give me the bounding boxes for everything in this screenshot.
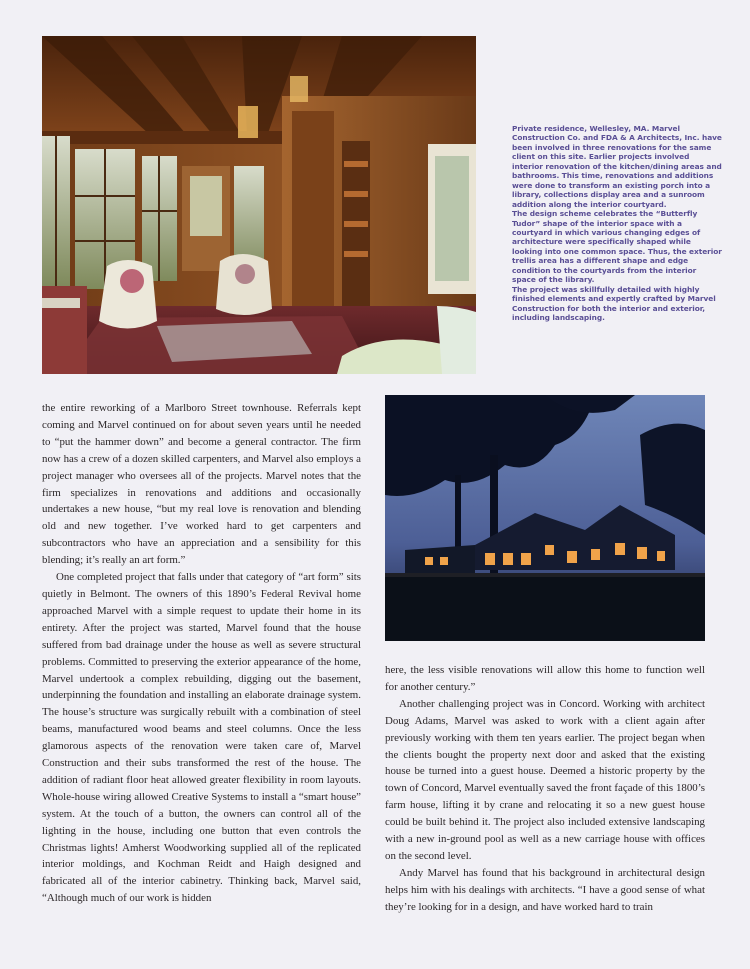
caption-paragraph: The design scheme celebrates the “Butterfly Tudor” shape of the interior space with a courtyard in which various changing edges of architecture were specifically shaped while looking into one common space. Thus, the exterior trellis area has a different shape and edge condition to the courtyards from the interior space of the library. [512, 209, 722, 285]
body-column-left [42, 400, 361, 907]
body-paragraph: One completed project that falls under that category of “art form” sits quietly in Belmont. The owners of this 1890’s Federal Revival home approached Marvel with a simple request to update their home in its entirety. After the project was started, Marvel found that the house suffered from bad drainage under the house as well as severe structural problems. Committed to preserving the exterior appearance of the home, Marvel undertook a complex rebuilding, digging out the basement, underpinning the foundation and installing an elaborate drainage system. The house’s structure was surgically rebuilt with a combination of steel beams, manufactured wood beams and steel columns. Once the less glamorous aspects of the renovation were taken care of, Marvel Construction and their subs transformed the rest of the house. The addition of radiant floor heat allowed greater flexibility in room layouts. Whole-house wiring allowed Creative Systems to install a “smart house” system. At the touch of a button, the owners can control all of the lighting in the house, including one button that even controls the Christmas lights! Amherst Woodworking supplied all of the replicated interior moldings, and Kochman Reidt and Haigh designed and fabricated all of the interior cabinetry. Thinking back, Marvel said, “Although much of our work is hidden [42, 571, 361, 905]
body-paragraph: here, the less visible renovations will allow this home to function well for another century.” [385, 664, 705, 693]
photo-caption [512, 124, 722, 323]
body-paragraph: Andy Marvel has found that his background in architectural design helps him with his dealings with architects. “I have a good sense of what they’re looking for in a design, and have worked hard to train [385, 866, 705, 913]
body-column-right [385, 662, 705, 916]
caption-paragraph: The project was skillfully detailed with highly finished elements and expertly crafted by Marvel Construction for both the interior and exterior, including landscaping. [512, 284, 716, 323]
body-paragraph: the entire reworking of a Marlboro Street townhouse. Referrals kept coming and Marvel continued on for about seven years until he needed to “put the hammer down” and become a general contractor. The firm now has a crew of a dozen skilled carpenters, and Marvel also employs a project manager who oversees all of the projects. Marvel notes that the firm specializes in renovations and additions and occasionally undertakes a new house, “but my real love is renovation and blending old and new together. I’ve worked hard to get carpenters and subcontractors who have an appreciation and a sensibility for this blending; it’s really an art form.” [42, 402, 361, 567]
library-interior-photo [42, 36, 476, 374]
house-at-dusk-photo [385, 395, 705, 641]
caption-paragraph: Private residence, Wellesley, MA. Marvel Construction Co. and FDA & A Architects, Inc. have been involved in three renovations for the same client on this site. Earlier projects involved interior renovation of the kitchen/dining areas and bathrooms. This time, renovations and additions were done to transform an existing porch into a library, collections display area and a sunroom addition along the interior courtyard. [512, 124, 722, 209]
body-paragraph: Another challenging project was in Concord. Working with architect Doug Adams, Marvel was asked to work with a client again after previously working with them ten years earlier. The project began when the clients bought the property next door and asked that the existing house be turned into a guest house. Deemed a historic property by the town of Concord, Marvel eventually saved the front façade of this 1800’s farm house, lifting it by crane and relocating it so a new guest house could be built behind it. The project also included extensive landscaping with a new in-ground pool as well as a new carriage house with offices on the second level. [385, 697, 705, 862]
